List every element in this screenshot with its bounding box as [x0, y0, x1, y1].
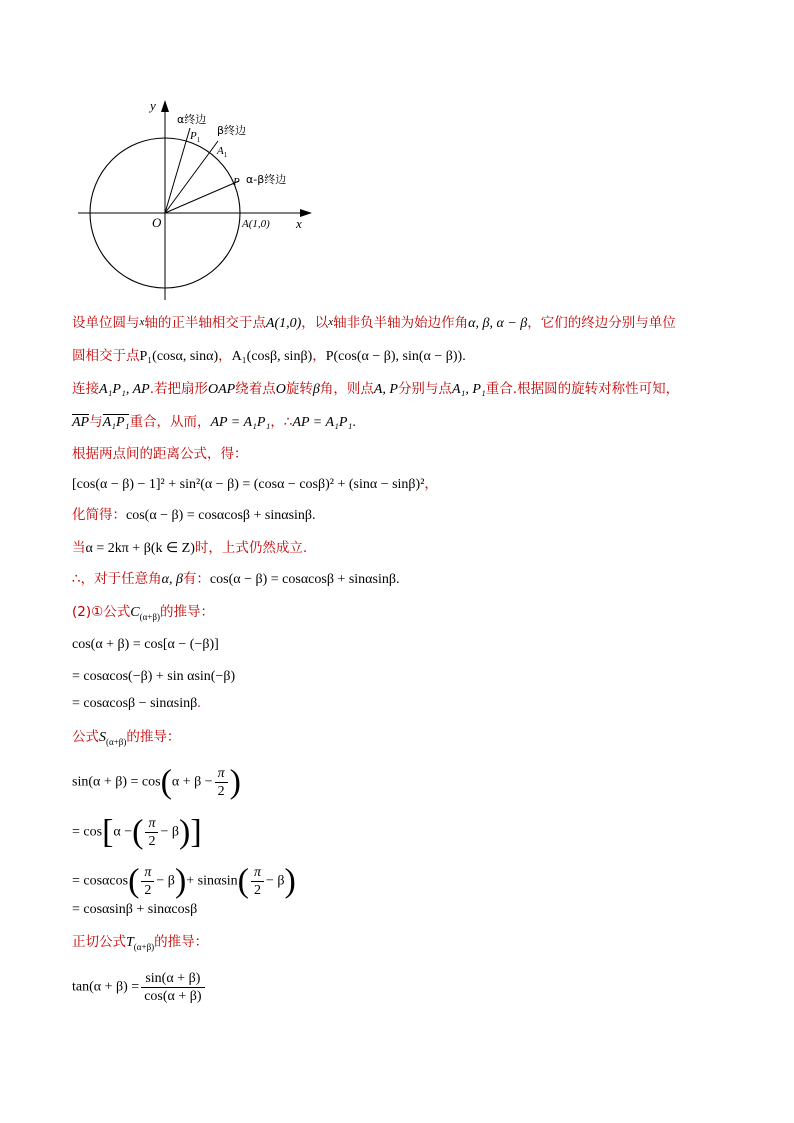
fraction-pi-over-2: $\frac{\pi}{2}$ [215, 765, 228, 800]
tan-fraction: $\frac{\sin(\alpha + \beta)}{\cos(\alpha + \beta)}$ [141, 970, 204, 1005]
p1-label: $P_1$ [190, 130, 201, 144]
text-line-15: sin(α + β) = cos(α + β − $\frac{\pi}{2}$ ) [72, 763, 241, 801]
text-line-9: ∴，对于任意角α, β有：cos(α − β) = cosαcosβ + sinαsinβ. [72, 571, 400, 587]
x-axis-arrow [300, 209, 312, 217]
text-line-17: = cosαcos( $\frac{\pi}{2}$ − β)+ sinαsin( $\frac{\pi}{2}$ − β) [72, 862, 296, 900]
text-line-5: 根据两点间的距离公式，得： [72, 446, 248, 462]
alpha-minus-beta-side-label: α-β终边 [246, 173, 287, 186]
fraction-pi-over-2: $\frac{\pi}{2}$ [141, 864, 154, 899]
beta-side-label: β终边 [217, 124, 247, 137]
text-line-11: cos(α + β) = cos[α − (−β)] [72, 637, 219, 652]
alpha-minus-beta-terminal-side [165, 181, 239, 213]
p-label: P [233, 176, 240, 188]
text-line-12: = cosαcos(−β) + sin αsin(−β) [72, 669, 236, 684]
text-line-6: [cos(α − β) − 1]² + sin²(α − β) = (cosα − cosβ)² + (sinα − sinβ)²， [72, 476, 438, 492]
text-line-1: 设单位圆与x轴的正半轴相交于点A(1,0)，以x轴非负半轴为始边作角α, β, α − β，它们的终边分别与单位 [72, 315, 676, 331]
text-line-20: tan(α + β) = $\frac{\sin(\alpha + \beta)}{\cos(\alpha + \beta)}$ [72, 970, 207, 1005]
text-line-8: 当α = 2kπ + β(k ∈ Z)时，上式仍然成立. [72, 540, 308, 556]
text-line-18: = cosαsinβ + sinαcosβ [72, 902, 198, 917]
x-axis-label: x [296, 216, 302, 231]
point-a-label: A(1,0) [242, 218, 270, 230]
origin-label: O [152, 215, 162, 230]
a1-label: $A_1$ [217, 145, 228, 159]
unit-circle-diagram [60, 92, 330, 307]
text-line-4: AP与A₁P₁重合，从而，AP = A₁P₁，∴AP = A₁P₁. [72, 414, 356, 430]
y-axis-arrow [161, 100, 169, 112]
text-line-19: 正切公式$T_{(\alpha+\beta)}$的推导： [72, 934, 209, 952]
text-line-3: 连接A₁P₁, AP.若把扇形OAP绕着点O旋转β角，则点A, P分别与点A₁, P₁重合.根据圆的旋转对称性可知， [72, 381, 680, 397]
fraction-pi-over-2: $\frac{\pi}{2}$ [251, 864, 264, 899]
alpha-side-label: α终边 [177, 113, 207, 126]
text-line-16: = cos[α −( $\frac{\pi}{2}$ − β)] [72, 813, 202, 851]
text-line-14: 公式$S_{(\alpha+\beta)}$的推导： [72, 729, 181, 747]
text-line-13: = cosαcosβ − sinαsinβ. [72, 696, 201, 711]
alpha-terminal-side [165, 128, 190, 213]
fraction-pi-over-2: $\frac{\pi}{2}$ [145, 815, 158, 850]
text-line-2: 圆相交于点P₁(cosα, sinα)，A₁(cosβ, sinβ)，P(cos(α − β), sin(α − β)). [72, 348, 466, 364]
text-line-10: (2)①公式$C_{(\alpha+\beta)}$的推导： [72, 604, 214, 622]
y-axis-label: y [150, 98, 156, 113]
text-line-7: 化简得：cos(α − β) = cosαcosβ + sinαsinβ. [72, 507, 316, 523]
beta-terminal-side [165, 141, 218, 213]
